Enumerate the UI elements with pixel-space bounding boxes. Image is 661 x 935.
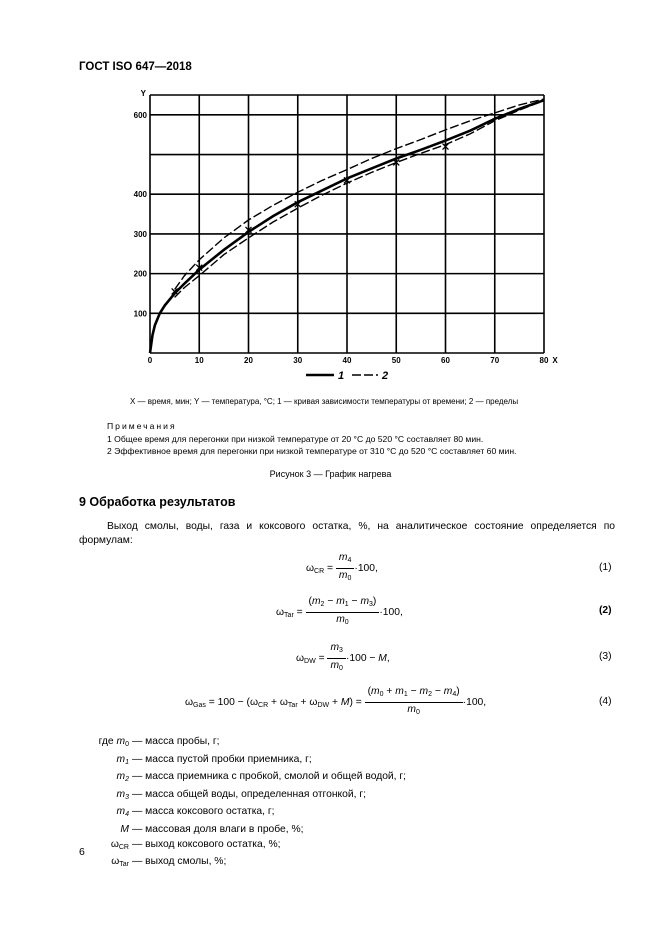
- y-axis-label: Y: [140, 89, 146, 98]
- definition-row: $m_3$ — масса общей воды, определенная отгонкой, г;: [79, 788, 406, 806]
- definition-row: $m_4$ — масса коксового остатка, г;: [79, 805, 406, 823]
- legend-label-1: 1: [338, 370, 345, 382]
- definition-row: где $m_0$ — масса пробы, г;: [79, 735, 406, 753]
- note-1: 1 Общее время для перегонки при низкой температуре от 20 °С до 520 °С составляет 80 мин.: [107, 433, 484, 444]
- equation-1-number: (1): [599, 562, 612, 573]
- note-2: 2 Эффективное время для перегонки при низкой температуре от 310 °С до 520 °С составляет 60 мин.: [107, 446, 517, 456]
- x-tick-label: 50: [391, 356, 401, 365]
- y-tick-label: 400: [133, 190, 147, 200]
- x-tick-label: 70: [490, 356, 500, 365]
- equation-2-number: (2): [599, 605, 612, 616]
- x-tick-label: 0: [147, 356, 153, 365]
- definition-text: — масса общей воды, определенная отгонкой, г;: [132, 788, 366, 800]
- page-number: 6: [79, 846, 85, 858]
- heating-chart: [0, 0, 661, 400]
- x-tick-label: 10: [194, 356, 204, 365]
- definition-row: $m_1$ — масса пустой пробки приемника, г;: [79, 753, 406, 771]
- y-tick-label: 600: [133, 110, 147, 120]
- document-header: ГОСТ ISO 647—2018: [79, 61, 192, 73]
- x-tick-label: 40: [342, 356, 352, 365]
- x-tick-label: 30: [293, 356, 303, 365]
- definition-text: — масса приемника с пробкой, смолой и общей водой, г;: [132, 771, 407, 783]
- definition-text: — выход коксового остатка, %;: [132, 838, 281, 850]
- y-tick-label: 100: [133, 309, 147, 319]
- definition-text: — масса пустой пробки приемника, г;: [132, 753, 312, 765]
- section-intro: Выход смолы, воды, газа и коксового остатка, %, на аналитическое состояние определяется по формулам:: [79, 521, 615, 546]
- definition-text: — масса пробы, г;: [132, 736, 220, 747]
- figure-notes: [107, 420, 516, 458]
- equation-2: $\omega_{Tar}$ = $\frac{(m_2 - m_1 - m_3)}{m_0}$ ·100,: [276, 596, 403, 626]
- notes-title: Примечания: [107, 421, 177, 431]
- series-2-limit-curve: [175, 101, 544, 298]
- figure-legend-caption: [130, 397, 518, 406]
- x-tick-label: 60: [441, 356, 450, 365]
- equation-3-number: (3): [599, 651, 612, 662]
- definition-text: — масса коксового остатка, г;: [132, 806, 275, 818]
- definition-row: $m_2$ — масса приемника с пробкой, смолой и общей водой, г;: [79, 770, 406, 788]
- x-tick-label: 80: [539, 356, 549, 365]
- definition-prefix: где: [98, 736, 114, 747]
- definition-row: $\omega_{Tar}$ — выход смолы, %;: [79, 855, 406, 873]
- figure-title: Рисунок 3 — График нагрева: [269, 469, 392, 479]
- figure-caption-text: X — время, мин; Y — температура, °C; 1 — кривая зависимости температуры от времени; 2 — пределы: [130, 397, 519, 406]
- equation-1: $\omega_{CR}$ = $\frac{m_4}{m_0}$ ·100,: [306, 552, 378, 582]
- definition-row: $\omega_{CR}$ — выход коксового остатка, %;: [79, 838, 406, 856]
- equation-4: $\omega_{Gas} = 100 - (\omega_{CR} + \omega_{Tar} + \omega_{DW} + M)$ = $\frac{(m_0 + m_1 - m_2 - m_4)}{m_0}$ ·100,: [185, 686, 487, 716]
- section-title: 9 Обработка результатов: [79, 495, 236, 509]
- y-tick-label: 200: [133, 269, 147, 279]
- definition-row: M — массовая доля влаги в пробе, %;: [79, 823, 406, 838]
- definition-text: — массовая доля влаги в пробе, %;: [132, 823, 304, 835]
- definition-text: — выход смолы, %;: [132, 856, 227, 868]
- symbol-definitions: [79, 735, 406, 873]
- x-axis-label: X: [552, 356, 558, 365]
- y-tick-label: 300: [133, 229, 147, 239]
- x-tick-label: 20: [244, 356, 253, 365]
- equation-4-number: (4): [599, 696, 612, 707]
- legend-label-2: 2: [382, 370, 389, 382]
- equation-3: $\omega_{DW}$ = $\frac{m_3}{m_0}$ ·100 − M,: [296, 642, 390, 672]
